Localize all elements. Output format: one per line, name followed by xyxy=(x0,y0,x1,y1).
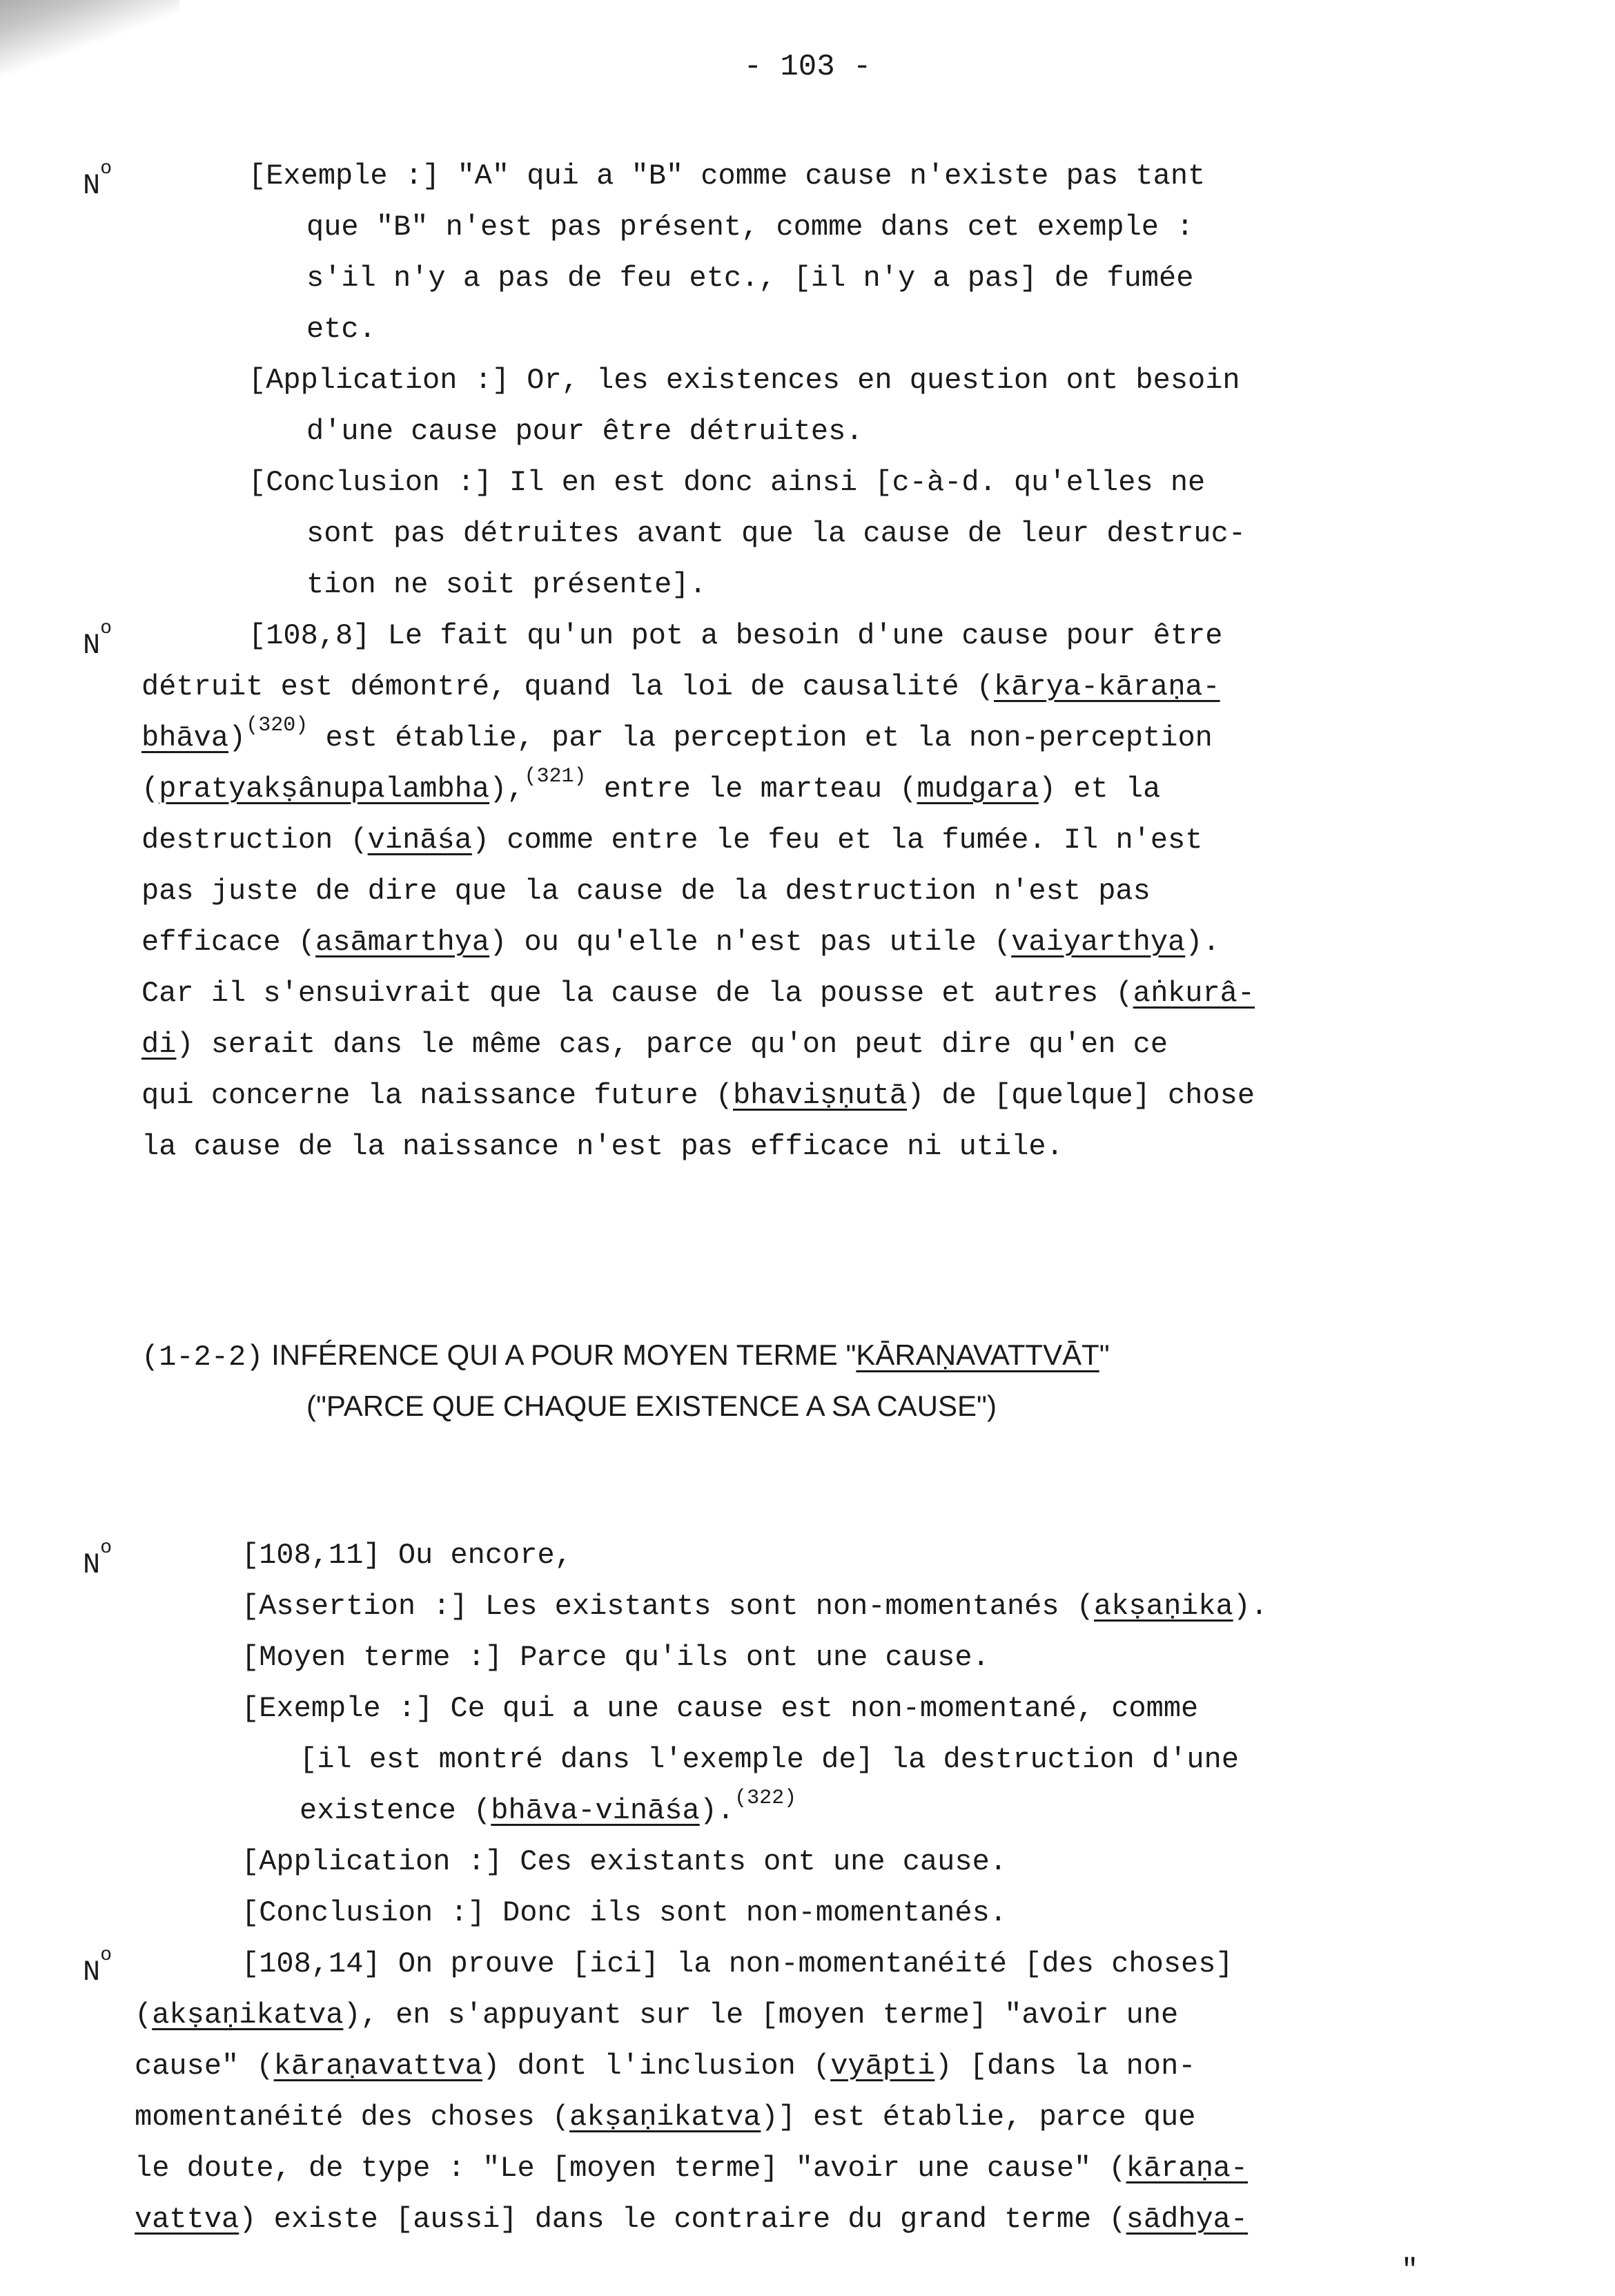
text-line: [il est montré dans l'exemple de] la destruction d'une xyxy=(300,1743,1240,1776)
text-line: efficace (asāmarthya) ou qu'elle n'est pas utile (vaiyarthya). xyxy=(141,926,1220,959)
text-line: détruit est démontré, quand la loi de causalité (kārya-kāraṇa- xyxy=(141,670,1220,703)
sanskrit-term: asāmarthya xyxy=(315,926,490,959)
text-line: qui concerne la naissance future (bhaviṣṇutā) de [quelque] chose xyxy=(141,1079,1255,1112)
text-line: bhāva)$^{(320)}$ est établie, par la perception et la non-perception xyxy=(141,714,1213,755)
text-line: [Moyen terme :] Parce qu'ils ont une cause. xyxy=(242,1641,990,1674)
text-line: vattva) existe [aussi] dans le contraire du grand terme (sādhya- xyxy=(135,2203,1249,2236)
sanskrit-term: di xyxy=(141,1028,177,1061)
text-line: tion ne soit présente]. xyxy=(306,568,707,601)
sanskrit-term: vattva xyxy=(135,2203,239,2236)
margin-marker: $N^o$ xyxy=(83,158,112,202)
sanskrit-term: akṣaṇika xyxy=(1094,1590,1233,1623)
sanskrit-term: mudgara xyxy=(917,772,1039,806)
text-line: que "B" n'est pas présent, comme dans cet exemple : xyxy=(306,211,1194,244)
text-line: (akṣaṇikatva), en s'appuyant sur le [moyen terme] "avoir une xyxy=(135,1998,1179,2032)
text-line: Car il s'ensuivrait que la cause de la pousse et autres (aṅkurâ- xyxy=(141,977,1255,1010)
section-number: (1-2-2) xyxy=(141,1341,264,1374)
continuation-mark: " xyxy=(1401,2254,1419,2287)
text-line: [108,14] On prouve [ici] la non-momentanéité [des choses] xyxy=(242,1947,1233,1981)
text-line: etc. xyxy=(306,313,376,346)
text-line: [Assertion :] Les existants sont non-momentanés (akṣaṇika). xyxy=(242,1590,1269,1623)
text-line: pas juste de dire que la cause de la destruction n'est pas xyxy=(141,875,1151,908)
sanskrit-term: vaiyarthya xyxy=(1011,926,1186,959)
sanskrit-term: kāraṇa- xyxy=(1126,2152,1249,2185)
sanskrit-term: bhāva-vināśa xyxy=(491,1794,700,1827)
text-line: (pratyakṣânupalambha),$^{(321)}$ entre le marteau (mudgara) et la xyxy=(141,765,1161,806)
sanskrit-term: akṣaṇikatva xyxy=(152,1998,344,2032)
text-line: [Application :] Or, les existences en question ont besoin xyxy=(248,364,1240,397)
text-line: [Exemple :] "A" qui a "B" comme cause n'existe pas tant xyxy=(248,159,1206,193)
section-title: (1-2-2) INFÉRENCE QUI A POUR MOYEN TERME "KĀRAṆAVATTVĀT" xyxy=(141,1339,1110,1374)
sanskrit-term: kāraṇavattva xyxy=(273,2050,483,2083)
text-line: d'une cause pour être détruites. xyxy=(306,415,863,448)
text-line: existence (bhāva-vināśa).$^{(322)}$ xyxy=(300,1787,797,1827)
footnote-ref: (321) xyxy=(524,765,587,788)
sanskrit-term: akṣaṇikatva xyxy=(569,2101,761,2134)
sanskrit-term: bhāva xyxy=(141,721,229,755)
sanskrit-term: sādhya- xyxy=(1126,2203,1249,2236)
margin-marker: $N^o$ xyxy=(83,618,112,662)
text-line: [Conclusion :] Donc ils sont non-momentanés. xyxy=(242,1896,1007,1929)
text-line: [108,11] Ou encore, xyxy=(242,1539,572,1572)
page-number: - 103 - xyxy=(743,50,872,84)
text-line: destruction (vināśa) comme entre le feu et la fumée. Il n'est xyxy=(141,824,1203,857)
text-line: cause" (kāraṇavattva) dont l'inclusion (vyāpti) [dans la non- xyxy=(135,2050,1196,2083)
sanskrit-term: aṅkurâ- xyxy=(1133,977,1255,1010)
text-line: [Conclusion :] Il en est donc ainsi [c-à-d. qu'elles ne xyxy=(248,466,1206,499)
section-subtitle: ("PARCE QUE CHAQUE EXISTENCE A SA CAUSE") xyxy=(306,1390,997,1422)
text-line: s'il n'y a pas de feu etc., [il n'y a pas] de fumée xyxy=(306,262,1194,295)
text-line: [108,8] Le fait qu'un pot a besoin d'une cause pour être xyxy=(248,619,1223,652)
text-line: sont pas détruites avant que la cause de leur destruc- xyxy=(306,517,1246,550)
text-line: le doute, de type : "Le [moyen terme] "avoir une cause" (kāraṇa- xyxy=(135,2152,1249,2185)
text-line: [Application :] Ces existants ont une cause. xyxy=(242,1845,1007,1878)
sanskrit-term: pratyakṣânupalambha xyxy=(159,772,490,806)
footnote-ref: (322) xyxy=(734,1787,797,1810)
text-line: di) serait dans le même cas, parce qu'on peut dire qu'en ce xyxy=(141,1028,1168,1061)
sanskrit-term: vyāpti xyxy=(830,2050,935,2083)
margin-marker: $N^o$ xyxy=(83,1537,112,1582)
text-line: [Exemple :] Ce qui a une cause est non-momentané, comme xyxy=(242,1692,1199,1725)
sanskrit-term: bhaviṣṇutā xyxy=(732,1079,907,1112)
sanskrit-term: vināśa xyxy=(367,824,472,857)
text-line: la cause de la naissance n'est pas efficace ni utile. xyxy=(141,1130,1064,1163)
margin-marker: $N^o$ xyxy=(83,1945,112,1989)
text-line: momentanéité des choses (akṣaṇikatva)] est établie, parce que xyxy=(135,2101,1196,2134)
footnote-ref: (320) xyxy=(246,714,309,737)
sanskrit-term: kārya-kāraṇa- xyxy=(994,670,1220,703)
